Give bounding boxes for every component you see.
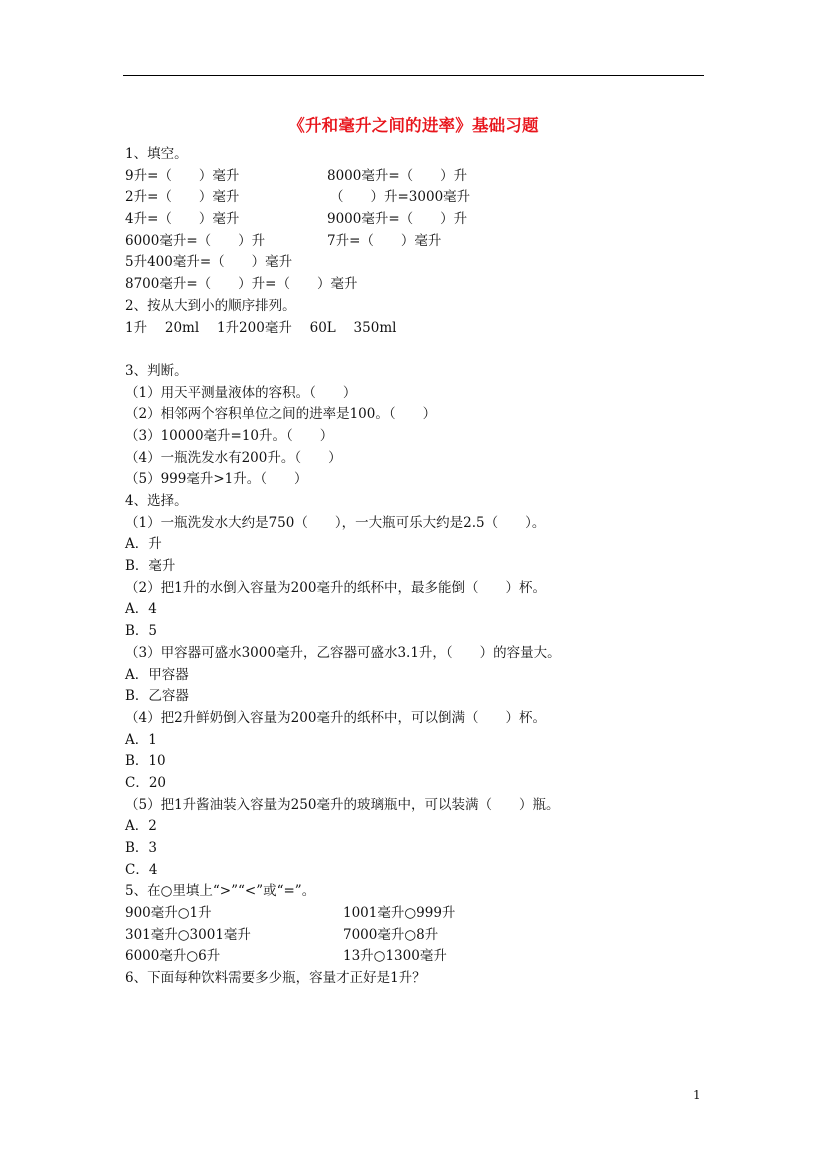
- q1-item: （ ）升=3000毫升: [330, 189, 471, 206]
- q4-option: B．3: [125, 840, 158, 856]
- q4-line: （4）把2升鲜奶倒入容量为200毫升的纸杯中，可以倒满（ ）杯。: [125, 709, 546, 726]
- q4-option: A．甲容器: [125, 666, 189, 683]
- q4-option: A．1: [125, 731, 157, 748]
- q5-item: 6000毫升○6升: [125, 948, 221, 965]
- q3-item: （2）相邻两个容积单位之间的进率是100。（ ）: [125, 406, 437, 423]
- q3-item: （5）999毫升>1升。（ ）: [125, 471, 308, 488]
- q5-item: 7000毫升○8升: [343, 926, 439, 943]
- q1-item: 7升=（ ）毫升: [327, 232, 442, 249]
- q4-option: A．4: [125, 601, 157, 618]
- q1-heading: 1、填空。: [125, 146, 188, 162]
- q4-option: C．20: [125, 774, 167, 791]
- q3-item: （1）用天平测量液体的容积。（ ）: [125, 384, 357, 401]
- q3-heading: 3、判断。: [125, 362, 188, 379]
- q4-option: A．升: [125, 536, 162, 553]
- q4-option: C．4: [125, 861, 158, 878]
- q4-option: A．2: [125, 818, 157, 835]
- page-number: 1: [693, 1088, 701, 1102]
- q5-item: 301毫升○3001毫升: [125, 926, 251, 943]
- q6-heading: 6、下面每种饮料需要多少瓶，容量才正好是1升？: [125, 970, 426, 987]
- worksheet-body: [125, 144, 725, 990]
- q1-item: 4升=（ ）毫升: [125, 211, 240, 228]
- page-title: 《升和毫升之间的进率》基础习题: [288, 116, 539, 135]
- q1-row: [125, 166, 725, 188]
- q1-row: [125, 187, 725, 209]
- q4-line: （1）一瓶洗发水大约是750（ ），一大瓶可乐大约是2.5（ ）。: [125, 514, 546, 531]
- q1-row: [125, 209, 725, 231]
- q5-row: [125, 903, 725, 925]
- q3-item: （3）10000毫升=10升。（ ）: [125, 427, 334, 444]
- q5-heading: 5、在○里填上“>”“<”或“=”。: [125, 883, 316, 900]
- q5-item: 900毫升○1升: [125, 905, 212, 922]
- q4-option: B．10: [125, 753, 166, 770]
- q4-option: B．毫升: [125, 558, 176, 575]
- q5-row: [125, 946, 725, 968]
- q4-option: B．乙容器: [125, 688, 189, 705]
- q2-items: 1升 20ml 1升200毫升 60L 350ml: [125, 319, 397, 336]
- q1-item: 8700毫升=（ ）升=（ ）毫升: [125, 276, 358, 293]
- header-rule: [123, 75, 704, 76]
- q3-item: （4）一瓶洗发水有200升。（ ）: [125, 449, 342, 466]
- q1-item: 8000毫升=（ ）升: [327, 167, 468, 184]
- spacer: [125, 339, 725, 361]
- q4-line: （5）把1升酱油装入容量为250毫升的玻璃瓶中，可以装满（ ）瓶。: [125, 796, 560, 813]
- q5-item: 1001毫升○999升: [343, 905, 456, 922]
- q4-line: （3）甲容器可盛水3000毫升，乙容器可盛水3.1升，（ ）的容量大。: [125, 644, 561, 661]
- q5-row: [125, 925, 725, 947]
- q1-item: 2升=（ ）毫升: [125, 189, 240, 206]
- q4-heading: 4、选择。: [125, 493, 188, 509]
- q1-item: 9000毫升=（ ）升: [327, 211, 468, 228]
- q5-item: 13升○1300毫升: [343, 948, 447, 965]
- q1-item: 9升=（ ）毫升: [125, 167, 240, 184]
- q2-heading: 2、按从大到小的顺序排列。: [125, 297, 296, 314]
- q1-item: 5升400毫升=（ ）毫升: [125, 254, 293, 271]
- q1-item: 6000毫升=（ ）升: [125, 232, 266, 249]
- q1-row: [125, 231, 725, 253]
- q4-option: B．5: [125, 623, 158, 640]
- q4-line: （2）把1升的水倒入容量为200毫升的纸杯中，最多能倒（ ）杯。: [125, 579, 546, 596]
